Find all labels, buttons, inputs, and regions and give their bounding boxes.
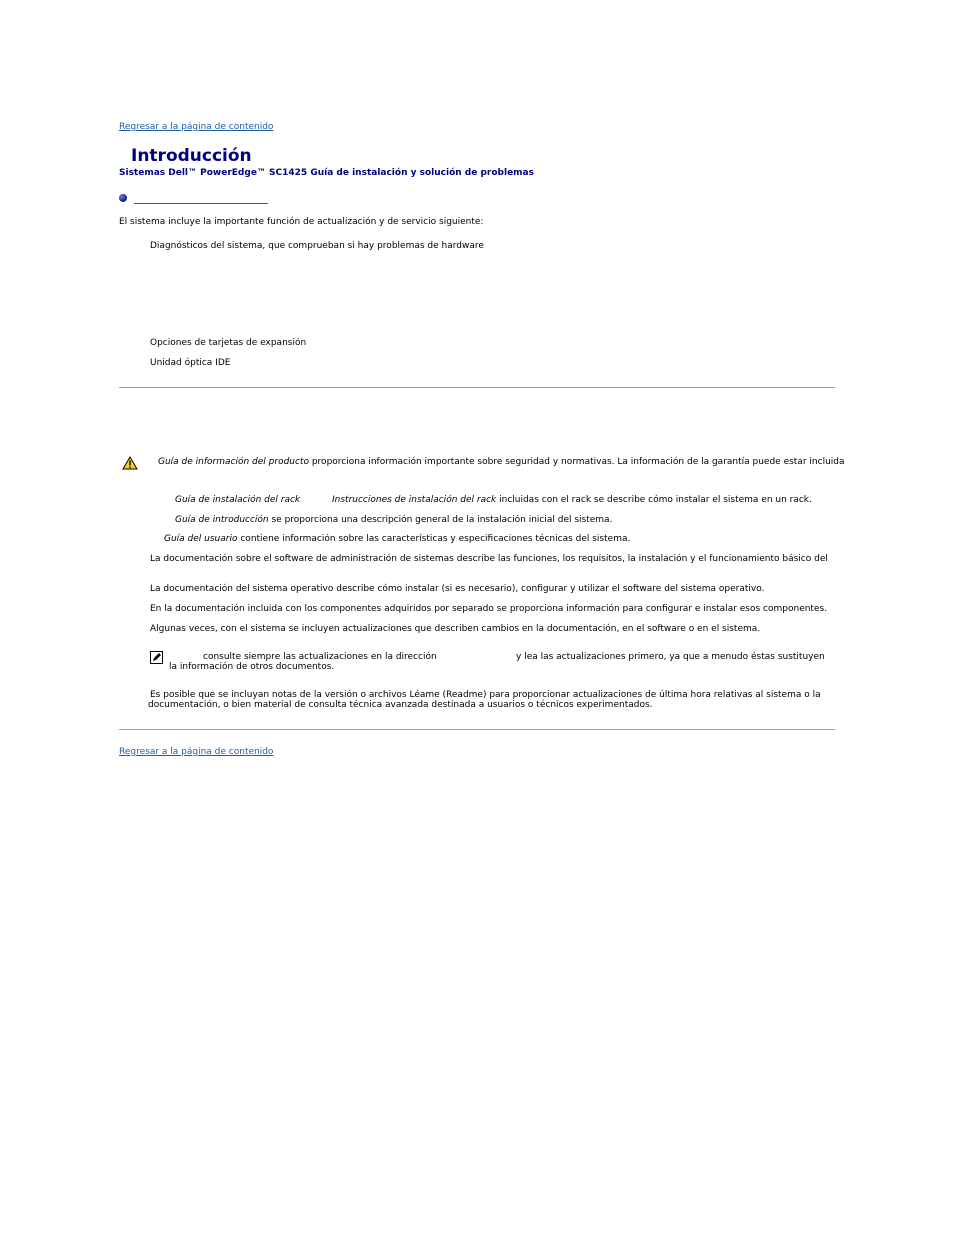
users-guide-text: contiene información sobre las características y especificaciones técnicas del sistema. [237,534,631,544]
note-line1-b: y lea las actualizaciones primero, ya que a menudo éstas sustituyen [516,652,825,662]
page-title: Introducción [131,146,252,166]
doc-os: La documentación del sistema operativo describe cómo instalar (si es necesario), configurar y utilizar el software del sistema operativo. [150,584,765,594]
feature-item: Opciones de tarjetas de expansión [150,338,307,348]
doc-components: En la documentación incluida con los componentes adquiridos por separado se proporciona información para configurar e instalar esos componentes. [150,604,828,614]
note-line1-a: consulte siempre las actualizaciones en la dirección [203,652,437,662]
rack-instructions-italic: Instrucciones de instalación del rack [332,495,497,505]
toc-link[interactable] [134,203,268,204]
back-to-contents-link-bottom[interactable]: Regresar a la página de contenido [119,747,274,757]
caution-text [158,457,845,468]
getting-started-italic: Guía de introducción [175,515,269,525]
doc-rack-instructions [332,495,812,506]
intro-text: El sistema incluye la importante función de actualización y de servicio siguiente: [119,217,484,227]
back-to-contents-link-top[interactable]: Regresar a la página de contenido [119,122,274,132]
doc-updates: Algunas veces, con el sistema se incluyen actualizaciones que describen cambios en la documentación, en el software o en el sistema. [150,624,761,634]
doc-users-guide [164,534,630,545]
doc-sysmgmt: La documentación sobre el software de administración de sistemas describe las funciones, los requisitos, la instalación y el funcionamiento básico del [150,554,828,564]
getting-started-text: se proporciona una descripción general de la instalación inicial del sistema. [268,515,613,525]
warning-triangle-icon [122,456,138,470]
pencil-note-icon [150,651,163,664]
doc-rack-guide [175,495,300,506]
users-guide-italic: Guía del usuario [164,534,238,544]
divider [119,387,835,388]
note-line2: la información de otros documentos. [169,662,335,672]
rack-guide-italic: Guía de instalación del rack [175,495,301,505]
divider [119,729,835,730]
feature-item: Unidad óptica IDE [150,358,231,368]
caution-body: proporciona información importante sobre seguridad y normativas. La información de la garantía puede estar incluida [308,457,845,467]
release-notes-line1: Es posible que se incluyan notas de la versión o archivos Léame (Readme) para proporcionar actualizaciones de última hora relativas al sistema o la [150,690,821,700]
doc-getting-started [175,515,612,526]
blue-sphere-bullet-icon [119,194,127,202]
page-subtitle: Sistemas Dell™ PowerEdge™ SC1425 Guía de instalación y solución de problemas [119,168,534,178]
caution-italic: Guía de información del producto [158,457,309,467]
feature-item: Diagnósticos del sistema, que comprueban si hay problemas de hardware [150,241,484,251]
release-notes-line2: documentación, o bien material de consulta técnica avanzada destinada a usuarios o técnicos experimentados. [148,700,653,710]
rack-text: incluidas con el rack se describe cómo instalar el sistema en un rack. [496,495,812,505]
